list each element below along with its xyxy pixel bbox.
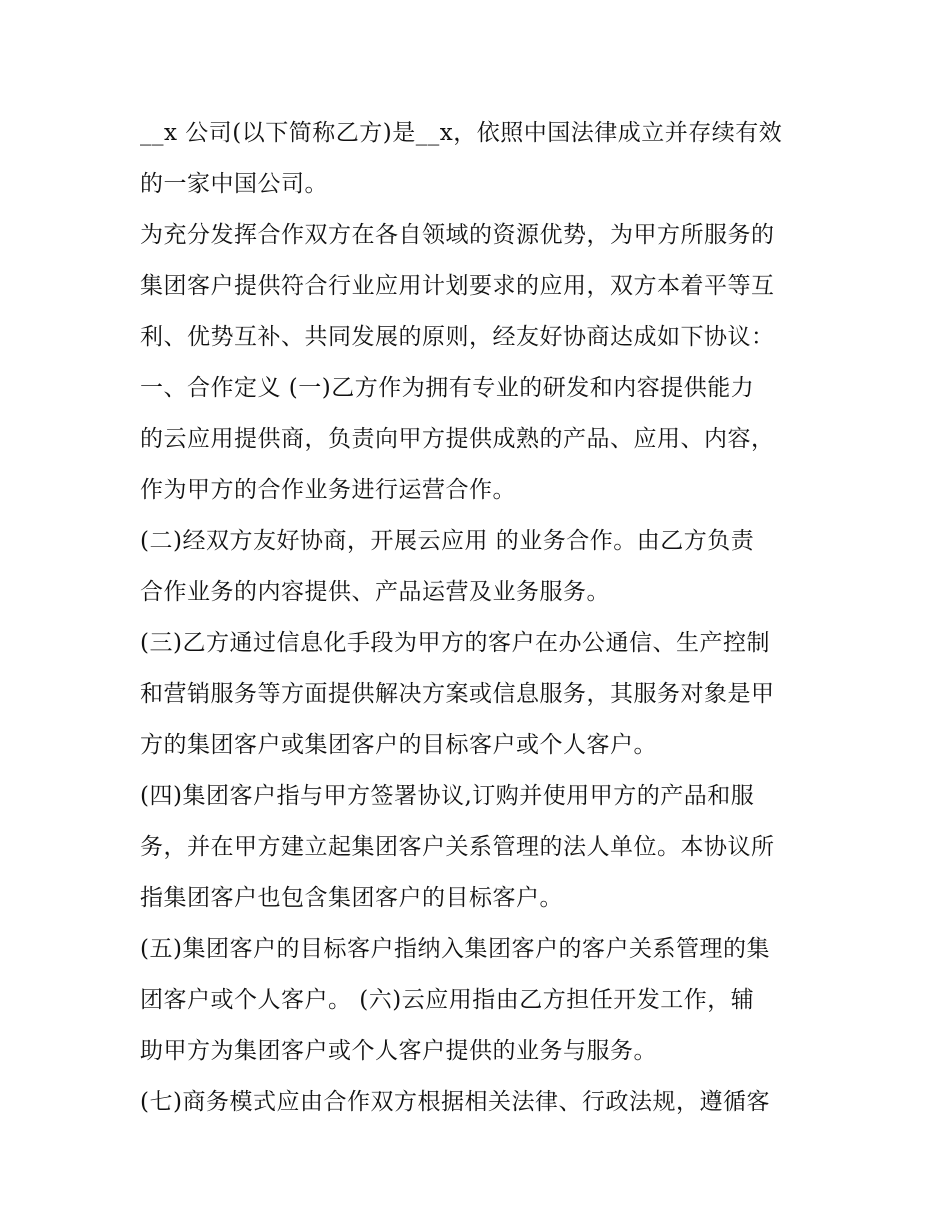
text-line: 作为甲方的合作业务进行运营合作。 (140, 477, 516, 503)
text-line: 助甲方为集团客户或个人客户提供的业务与服务。 (140, 1038, 657, 1064)
text-line: 的云应用提供商，负责向甲方提供成熟的产品、应用、内容， (140, 426, 775, 452)
text-line: (四)集团客户指与甲方签署协议,订购并使用甲方的产品和服 (140, 783, 755, 809)
text-line: 利、优势互补、共同发展的原则，经友好协商达成如下协议： (140, 324, 775, 350)
text-line: 团客户或个人客户。 (六)云应用指由乙方担任开发工作，辅 (140, 987, 755, 1013)
text-line: 为充分发挥合作双方在各自领域的资源优势，为甲方所服务的 (140, 222, 775, 248)
text-line: __x 公司(以下简称乙方)是__x，依照中国法律成立并存续有效 (140, 120, 783, 146)
text-line: (三)乙方通过信息化手段为甲方的客户在办公通信、生产控制 (140, 630, 770, 656)
text-line: (五)集团客户的目标客户指纳入集团客户的客户关系管理的集 (140, 936, 770, 962)
text-line: 一、合作定义 (一)乙方作为拥有专业的研发和内容提供能力 (140, 375, 755, 401)
document-body (140, 108, 820, 1128)
text-line: 合作业务的内容提供、产品运营及业务服务。 (140, 579, 610, 605)
text-line: 指集团客户也包含集团客户的目标客户。 (140, 885, 563, 911)
text-line: 集团客户提供符合行业应用计划要求的应用，双方本着平等互 (140, 273, 775, 299)
text-line: (二)经双方友好协商，开展云应用 的业务合作。由乙方负责 (140, 528, 755, 554)
text-line: 方的集团客户或集团客户的目标客户或个人客户。 (140, 732, 657, 758)
text-line: 的一家中国公司。 (140, 171, 328, 197)
text-line: 和营销服务等方面提供解决方案或信息服务，其服务对象是甲 (140, 681, 775, 707)
text-line: 务，并在甲方建立起集团客户关系管理的法人单位。本协议所 (140, 834, 775, 860)
text-line: (七)商务模式应由合作双方根据相关法律、行政法规，遵循客 (140, 1089, 770, 1115)
